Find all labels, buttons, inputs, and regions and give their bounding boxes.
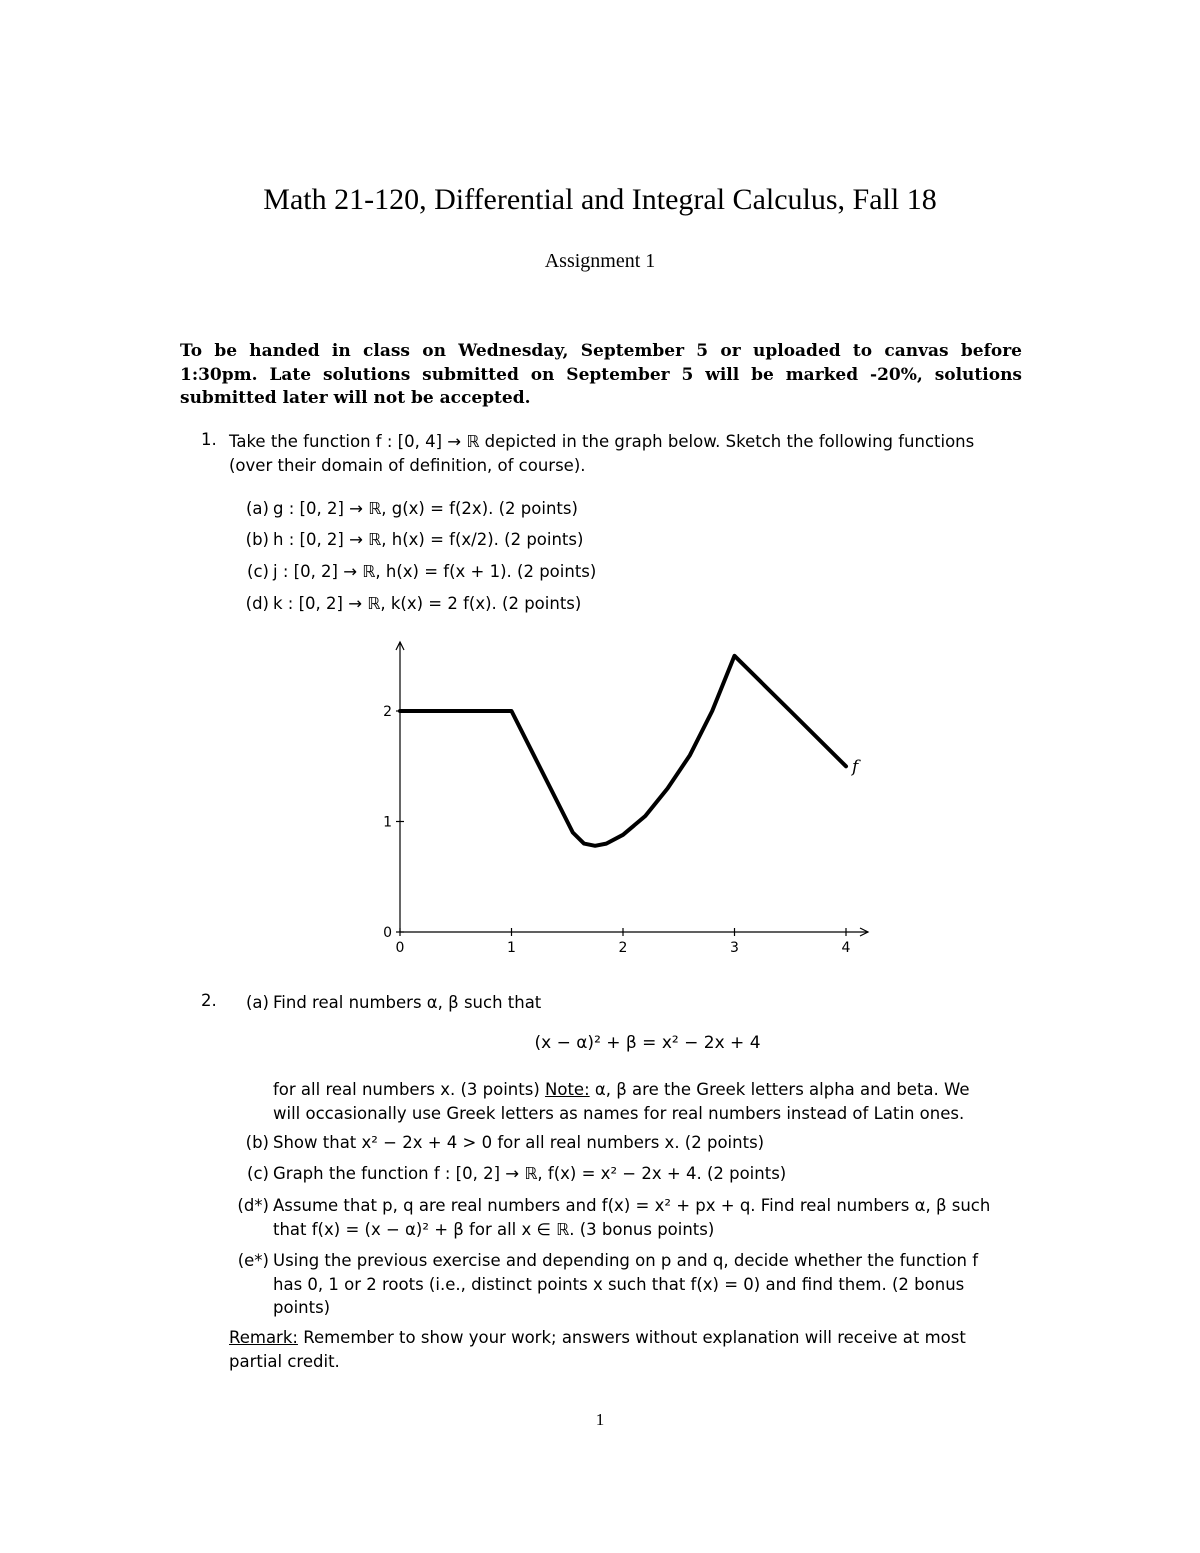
page-number: 1 (595, 1410, 605, 1429)
y-tick-label: 1 (383, 814, 392, 831)
y-tick-label: 0 (383, 925, 392, 941)
problem-1-line-2: (over their domain of definition, of course). (229, 455, 586, 475)
part-label: (d*) (237, 1196, 269, 1215)
part-text: Graph the function f : [0, 2] → ℝ, f(x) = x² − 2x + 4. (2 points) (273, 1164, 787, 1183)
equation: (x − α)² + β = x² − 2x + 4 (534, 1033, 761, 1053)
part-d-line-1: Assume that p, q are real numbers and f(x) = x² + px + q. Find real numbers α, β such (273, 1196, 991, 1215)
part-a-text-1: for all real numbers x. (3 points) (273, 1080, 540, 1099)
remark (229, 1326, 1021, 1373)
series-label-f: f (852, 757, 859, 777)
note-label: Note: (545, 1080, 590, 1099)
part-label: (b) (245, 1133, 269, 1152)
part-text: Find real numbers α, β such that (273, 993, 542, 1012)
submission-notice: To be handed in class on Wednesday, September 5 or uploaded to canvas before 1:30pm. Late solutions submitted on September 5 will be marked -20%, solutions submitted later will not be accepted. (180, 341, 1022, 408)
problem-2-number: 2. (201, 991, 217, 1010)
part-label: (a) (246, 499, 269, 518)
part-text: h : [0, 2] → ℝ, h(x) = f(x/2). (2 points) (273, 530, 584, 549)
x-tick-label: 1 (507, 940, 516, 956)
part-label: (a) (246, 993, 269, 1012)
x-tick-label: 0 (395, 940, 405, 956)
part-e-line-1: Using the previous exercise and depending on p and q, decide whether the function f (273, 1251, 979, 1270)
part-d-line-2: that f(x) = (x − α)² + β for all x ∈ ℝ. (3 bonus points) (273, 1219, 715, 1239)
problem-1-line-1: Take the function f : [0, 4] → ℝ depicted in the graph below. Sketch the following functions (229, 432, 975, 451)
part-label: (d) (245, 594, 269, 613)
x-tick-label: 4 (841, 940, 851, 956)
page-title: Math 21-120, Differential and Integral Calculus, Fall 18 (263, 183, 937, 216)
remark-text-1: Remember to show your work; answers without explanation will receive at most (303, 1328, 966, 1347)
x-tick-label: 2 (618, 940, 628, 956)
part-text: k : [0, 2] → ℝ, k(x) = 2 f(x). (2 points) (273, 594, 582, 613)
part-label: (e*) (237, 1251, 269, 1270)
problem-1-number: 1. (201, 430, 217, 449)
part-text: j : [0, 2] → ℝ, h(x) = f(x + 1). (2 points) (273, 562, 597, 581)
curve-f (400, 656, 846, 846)
part-label: (b) (245, 530, 269, 549)
part-text: g : [0, 2] → ℝ, g(x) = f(2x). (2 points) (273, 499, 578, 518)
x-tick-label: 3 (730, 940, 739, 956)
part-a-text-3: will occasionally use Greek letters as names for real numbers instead of Latin ones. (273, 1103, 965, 1123)
assignment-subtitle: Assignment 1 (544, 250, 656, 272)
part-a-text-2: α, β are the Greek letters alpha and beta. We (594, 1080, 970, 1099)
remark-label: Remark: (229, 1328, 298, 1347)
part-label: (c) (247, 562, 269, 581)
part-e-line-2: has 0, 1 or 2 roots (i.e., distinct points x such that f(x) = 0) and find them. (2 bonus (273, 1274, 965, 1294)
remark-text-2: partial credit. (229, 1351, 340, 1371)
part-e-line-3: points) (273, 1298, 331, 1317)
part-label: (c) (247, 1164, 269, 1183)
part-text: Show that x² − 2x + 4 > 0 for all real numbers x. (2 points) (273, 1133, 765, 1152)
y-tick-label: 2 (383, 704, 392, 720)
